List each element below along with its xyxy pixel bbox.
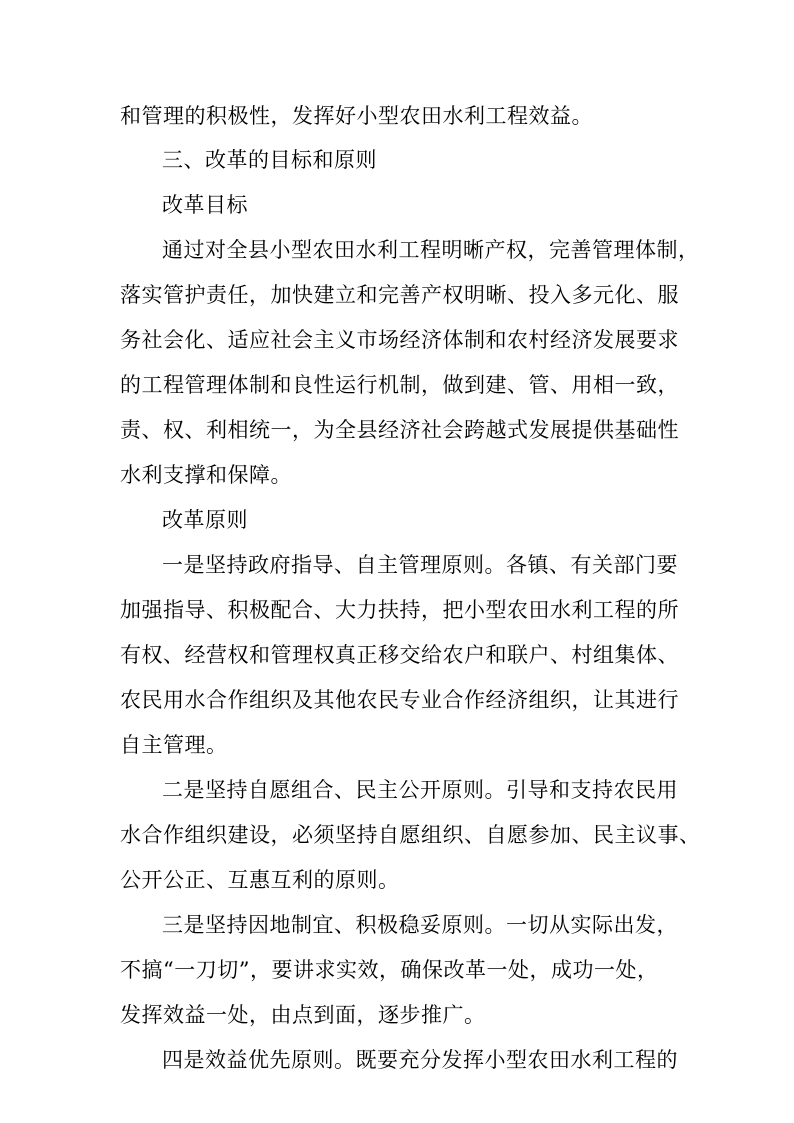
text-line: 务社会化、适应社会主义市场经济体制和农村经济发展要求 <box>120 328 679 352</box>
text-line: 加强指导、积极配合、大力扶持，把小型农田水利工程的所 <box>120 598 679 622</box>
text-line: 落实管护责任，加快建立和完善产权明晰、投入多元化、服 <box>120 283 679 307</box>
text-line: 发挥效益一处，由点到面，逐步推广。 <box>120 1003 486 1027</box>
text-line: 和管理的积极性，发挥好小型农田水利工程效益。 <box>120 104 593 128</box>
text-line: 水合作组织建设，必须坚持自愿组织、自愿参加、民主议事、 <box>120 823 701 847</box>
text-line: 不搞“一刀切”，要讲求实效，确保改革一处，成功一处， <box>120 958 659 982</box>
text-line: 三是坚持因地制宜、积极稳妥原则。一切从实际出发， <box>162 913 678 937</box>
text-line: 的工程管理体制和良性运行机制，做到建、管、用相一致， <box>120 373 679 397</box>
text-line: 四是效益优先原则。既要充分发挥小型农田水利工程的 <box>162 1048 678 1072</box>
text-line: 二是坚持自愿组合、民主公开原则。引导和支持农民用 <box>162 778 678 802</box>
text-line: 通过对全县小型农田水利工程明晰产权，完善管理体制， <box>162 238 700 262</box>
text-line: 水利支撑和保障。 <box>120 463 292 487</box>
text-line: 自主管理。 <box>120 733 228 757</box>
text-line: 公开公正、互惠互利的原则。 <box>120 868 400 892</box>
subsection-heading: 改革目标 <box>162 193 248 217</box>
section-heading: 三、改革的目标和原则 <box>162 148 377 172</box>
text-line: 有权、经营权和管理权真正移交给农户和联户、村组集体、 <box>120 643 679 667</box>
text-line: 一是坚持政府指导、自主管理原则。各镇、有关部门要 <box>162 553 678 577</box>
subsection-heading: 改革原则 <box>162 508 248 532</box>
text-line: 农民用水合作组织及其他农民专业合作经济组织，让其进行 <box>120 688 679 712</box>
text-line: 责、权、利相统一，为全县经济社会跨越式发展提供基础性 <box>120 418 679 442</box>
